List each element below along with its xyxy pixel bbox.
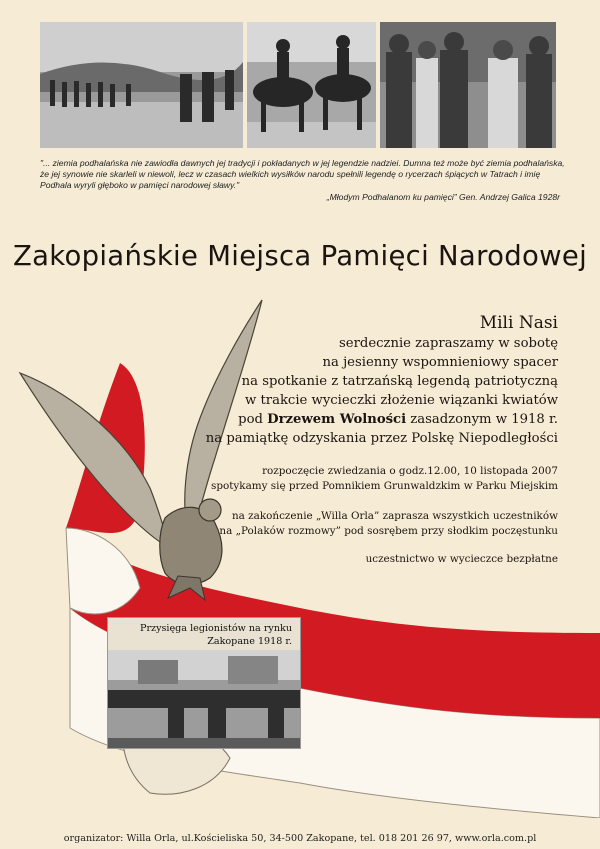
quote-source: „Młodym Podhalanom ku pamięci” Gen. Andrzej Galica 1928r: [326, 192, 560, 202]
free-participation: uczestnictwo w wycieczce bezpłatne: [365, 553, 558, 565]
closing-invite-1: na zakończenie „Willa Orla” zaprasza wszystkich uczestników: [231, 510, 558, 522]
meeting-point: spotykamy się przed Pomnikiem Grunwaldzkim w Parku Miejskim: [211, 480, 558, 492]
photo-caption: [108, 622, 300, 648]
photo-marching-soldiers-image: [40, 22, 243, 148]
greeting: Mili Nasi: [479, 313, 558, 333]
invitation-line-5-after: zasadzonym w 1918 r.: [406, 412, 558, 427]
photo-officers-group-image: [380, 22, 556, 148]
legion-oath-photo: [107, 617, 301, 749]
photo-cavalry-riders-image: [247, 22, 376, 148]
closing-invite-2: na „Polaków rozmowy” pod sosrębem przy słodkim poczęstunku: [219, 525, 558, 537]
invitation-line-1: serdecznie zapraszamy w sobotę: [339, 336, 558, 351]
tree-of-freedom: Drzewem Wolności: [267, 412, 407, 427]
organizer-footer: organizator: Willa Orla, ul.Kościeliska 50, 34-500 Zakopane, tel. 018 201 26 97, www.orla.com.pl: [63, 833, 537, 844]
invitation-line-2: na jesienny wspomnieniowy spacer: [322, 355, 558, 370]
photo-officers-group: [380, 22, 556, 148]
photo-cavalry-riders: [247, 22, 376, 148]
invitation-line-4: w trakcie wycieczki złożenie wiązanki kwiatów: [245, 393, 558, 408]
page-title: Zakopiańskie Miejsca Pamięci Narodowej: [12, 240, 588, 272]
invitation-line-5: [238, 412, 558, 427]
photo-caption-line-1: Przysięga legionistów na rynku: [139, 623, 292, 634]
invitation-line-6: na pamiątkę odzyskania przez Polskę Niepodległości: [205, 431, 558, 446]
photo-caption-line-2: Zakopane 1918 r.: [207, 636, 292, 647]
start-time: rozpoczęcie zwiedzania o godz.12.00, 10 listopada 2007: [262, 465, 558, 477]
flag-left-drape-white: [66, 528, 140, 614]
legion-oath-image: [108, 650, 300, 748]
invitation-line-3: na spotkanie z tatrzańską legendą patriotyczną: [241, 374, 558, 389]
photo-marching-soldiers: [40, 22, 243, 148]
invitation-line-5-before: pod: [238, 412, 268, 427]
eagle-head: [199, 499, 221, 521]
historical-quote: "... ziemia podhalańska nie zawiodła dawnych jej tradycji i pokładanych w jej legendzie nadziei. Dumna też może być ziemia podhalańska, że jej synowie nie skarleli w niewoli, lecz w czasach wielkich wysiłków narodu spełnili legendę o rycerzach śpiących w Tatrach i imię Podhala wyryli głęboko w pamięci narodowej sławy.": [40, 158, 565, 190]
